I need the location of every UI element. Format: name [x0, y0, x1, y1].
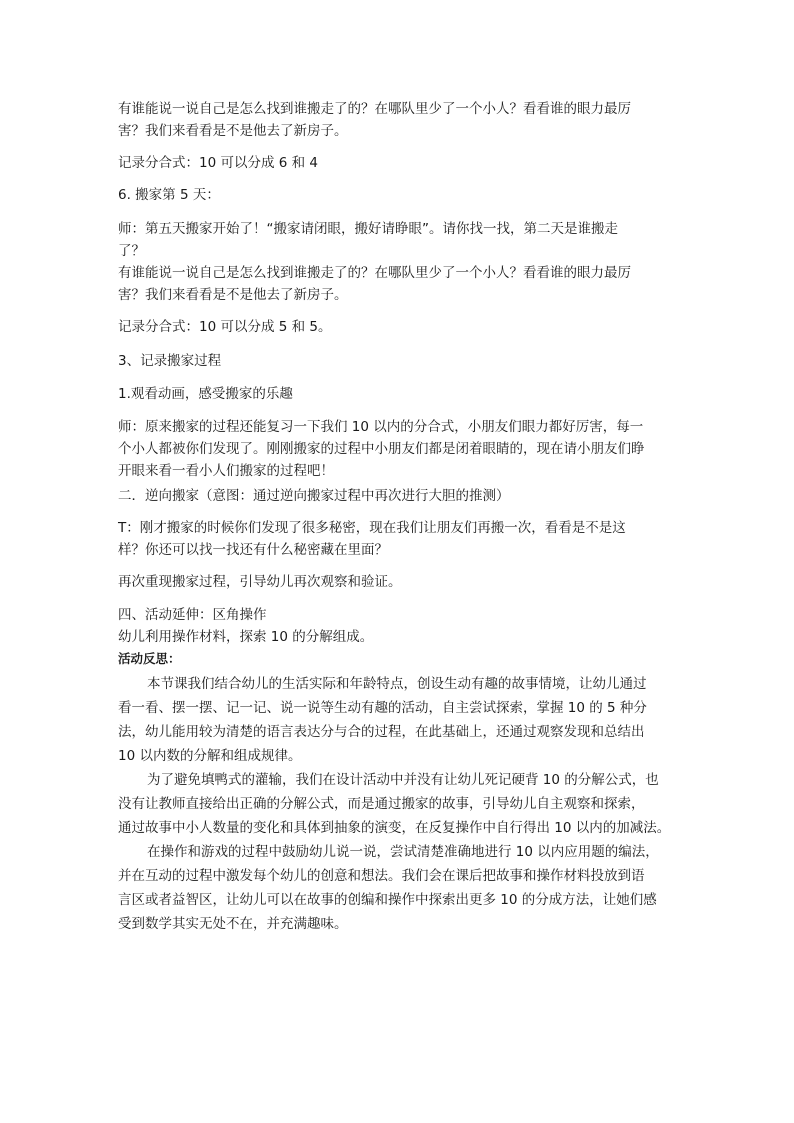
section-heading: 1.观看动画，感受搬家的乐趣 [118, 386, 293, 402]
paragraph-line: 害？我们来看看是不是他去了新房子。 [118, 123, 348, 139]
paragraph-line: 幼儿利用操作材料，探索 10 的分解组成。 [118, 629, 374, 645]
paragraph-line: 通过故事中小人数量的变化和具体到抽象的演变，在反复操作中自行得出 10 以内的加减法。 [118, 820, 671, 836]
paragraph-line: 并在互动的过程中激发每个幼儿的创意和想法。我们会在课后把故事和操作材料投放到语 [118, 868, 645, 884]
paragraph-line: 为了避免填鸭式的灌输，我们在设计活动中并没有让幼儿死记硬背 10 的分解公式，也 [147, 772, 659, 788]
paragraph-line: 开眼来看一看小人们搬家的过程吧！ [118, 463, 334, 479]
paragraph-line: 师：原来搬家的过程还能复习一下我们 10 以内的分合式，小朋友们眼力都好厉害，每一 [118, 419, 644, 435]
section-heading: 3、记录搬家过程 [118, 353, 222, 369]
paragraph-line: 法，幼儿能用较为清楚的语言表达分与合的过程，在此基础上，还通过观察发现和总结出 [118, 724, 645, 740]
section-heading: 二．逆向搬家（意图：通过逆向搬家过程中再次进行大胆的推测） [118, 488, 510, 504]
paragraph-line: 了？ [118, 243, 145, 259]
paragraph-line: 言区或者益智区，让幼儿可以在故事的创编和操作中探索出更多 10 的分成方法，让她们感 [118, 892, 657, 908]
paragraph-line: 没有让教师直接给出正确的分解公式，而是通过搬家的故事，引导幼儿自主观察和探索， [118, 796, 645, 812]
section-heading: 6. 搬家第 5 天： [118, 187, 220, 203]
section-heading: 四、活动延伸：区角操作 [118, 607, 267, 623]
paragraph-line: 受到数学其实无处不在，并充满趣味。 [118, 916, 348, 932]
paragraph-line: 看一看、摆一摆、记一记、说一说等生动有趣的活动，自主尝试探索，掌握 10 的 5 种分 [118, 700, 647, 716]
paragraph-line: 本节课我们结合幼儿的生活实际和年龄特点，创设生动有趣的故事情境，让幼儿通过 [147, 676, 647, 692]
paragraph-line: 有谁能说一说自己是怎么找到谁搬走了的？在哪队里少了一个小人？看看谁的眼力最厉 [118, 101, 631, 117]
reflection-heading: 活动反思： [118, 651, 181, 666]
paragraph-line: 记录分合式：10 可以分成 6 和 4 [118, 155, 319, 171]
paragraph-line: 害？我们来看看是不是他去了新房子。 [118, 287, 348, 303]
paragraph-line: 个小人都被你们发现了。刚刚搬家的过程中小朋友们都是闭着眼睛的，现在请小朋友们睁 [118, 441, 645, 457]
paragraph-line: 在操作和游戏的过程中鼓励幼儿说一说，尝试清楚准确地进行 10 以内应用题的编法， [147, 844, 659, 860]
paragraph-line: T：刚才搬家的时候你们发现了很多秘密，现在我们让朋友们再搬一次，看看是不是这 [118, 520, 626, 536]
paragraph-line: 师：第五天搬家开始了！“搬家请闭眼，搬好请睁眼”。请你找一找，第二天是谁搬走 [118, 221, 618, 237]
paragraph-line: 样？你还可以找一找还有什么秘密藏在里面？ [118, 542, 388, 558]
paragraph-line: 10 以内数的分解和组成规律。 [118, 748, 302, 764]
paragraph-line: 记录分合式：10 可以分成 5 和 5。 [118, 319, 332, 335]
paragraph-line: 有谁能说一说自己是怎么找到谁搬走了的？在哪队里少了一个小人？看看谁的眼力最厉 [118, 265, 631, 281]
paragraph-line: 再次重现搬家过程，引导幼儿再次观察和验证。 [118, 574, 402, 590]
